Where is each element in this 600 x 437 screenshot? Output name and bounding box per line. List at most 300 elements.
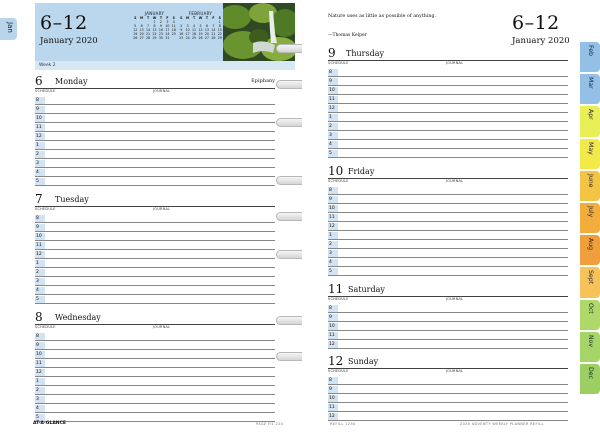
mini-calendar-date: 24 xyxy=(165,32,170,36)
hour-row[interactable] xyxy=(35,359,275,368)
hour-cell xyxy=(35,369,45,376)
month-tab-label: May xyxy=(587,141,594,155)
hour-label: 11 xyxy=(36,125,42,130)
hour-label: 5 xyxy=(36,179,39,184)
hour-label: 10 xyxy=(36,352,42,357)
hour-cell xyxy=(35,115,45,122)
month-tab-may[interactable] xyxy=(580,139,600,169)
hour-row[interactable] xyxy=(328,331,568,340)
mini-calendar-date: 22 xyxy=(152,32,157,36)
month-tab-nov[interactable] xyxy=(580,332,600,362)
hour-row[interactable] xyxy=(35,168,275,177)
month-tab-oct[interactable] xyxy=(580,300,600,330)
journal-header: JOURNAL xyxy=(153,207,171,211)
hour-cell xyxy=(328,187,338,194)
schedule-header: SCHEDULE xyxy=(328,179,349,183)
journal-header: JOURNAL xyxy=(153,325,171,329)
mini-calendar-date: 10 xyxy=(165,24,170,28)
hour-cell xyxy=(328,141,338,148)
hour-row[interactable] xyxy=(328,77,568,86)
hour-row[interactable] xyxy=(35,377,275,386)
day-name: Friday xyxy=(348,167,375,176)
hour-row[interactable] xyxy=(328,403,568,412)
month-tab-july[interactable] xyxy=(580,203,600,233)
mini-calendar-date: 18 xyxy=(171,28,176,32)
hour-cell xyxy=(328,105,338,112)
hour-label: 12 xyxy=(329,106,335,111)
hour-label: 10 xyxy=(36,234,42,239)
month-tab-mar[interactable] xyxy=(580,74,600,104)
hour-cell xyxy=(35,342,45,349)
mini-calendar-date: 14 xyxy=(211,28,216,32)
hour-cell xyxy=(35,351,45,358)
week-range-right: 6–12 xyxy=(512,12,560,34)
hour-rows xyxy=(328,68,568,158)
journal-header: JOURNAL xyxy=(153,89,171,93)
mini-calendar-weekday: F xyxy=(166,16,169,20)
month-tab-label: Aug xyxy=(587,238,594,251)
holiday-label: Epiphany xyxy=(251,78,275,84)
hour-cell xyxy=(328,413,338,420)
footer-note-right: 2020 ADVENTY WEEKLY PLANNER REFILL xyxy=(460,422,544,426)
month-tab-label: July xyxy=(587,206,594,218)
mini-calendar-title: JANUARY xyxy=(144,11,165,16)
hour-label: 8 xyxy=(329,188,332,193)
mini-calendar-weekday: T xyxy=(159,16,163,20)
week-label-strip xyxy=(35,61,295,70)
hour-label: 9 xyxy=(329,79,332,84)
mini-calendar-date: 4 xyxy=(193,24,196,28)
quote-text: Nature uses as little as possible of anything. xyxy=(328,14,437,19)
mini-calendar-date: 9 xyxy=(159,24,162,28)
hour-row[interactable] xyxy=(328,122,568,131)
hour-cell xyxy=(328,377,338,384)
hour-row[interactable] xyxy=(328,412,568,421)
month-tab-june[interactable] xyxy=(580,171,600,201)
hour-row[interactable] xyxy=(35,395,275,404)
footer-code-right: REFILL 1234 xyxy=(330,422,356,426)
mini-calendar-date: 24 xyxy=(185,36,190,40)
hour-row[interactable] xyxy=(328,195,568,204)
hour-cell xyxy=(328,205,338,212)
mini-calendar-weekday: S xyxy=(134,16,137,20)
hour-cell xyxy=(35,160,45,167)
month-tab-dec[interactable] xyxy=(580,364,600,394)
hour-row[interactable] xyxy=(328,267,568,276)
month-tab-feb[interactable] xyxy=(580,42,600,72)
mini-calendar-date: 3 xyxy=(166,20,169,24)
hour-row[interactable] xyxy=(35,259,275,268)
hour-label: 11 xyxy=(329,97,335,102)
mini-calendar-weekday: T xyxy=(205,16,209,20)
mini-calendar-date: 4 xyxy=(172,20,175,24)
mini-calendar-date: 11 xyxy=(192,28,197,32)
journal-header: JOURNAL xyxy=(446,61,464,65)
mini-calendar-date: 10 xyxy=(185,28,190,32)
hour-cell xyxy=(328,341,338,348)
hour-row[interactable] xyxy=(328,213,568,222)
hour-label: 10 xyxy=(329,396,335,401)
journal-header: JOURNAL xyxy=(446,369,464,373)
month-tab-label: Jan xyxy=(6,22,14,33)
month-tab-aug[interactable] xyxy=(580,235,600,265)
hour-label: 3 xyxy=(329,133,332,138)
month-tab-label: Sept xyxy=(587,270,594,285)
hour-row[interactable] xyxy=(328,340,568,349)
month-tab-label: Feb xyxy=(587,45,594,56)
hour-row[interactable] xyxy=(35,232,275,241)
column-headers xyxy=(328,369,568,373)
mini-calendar-date: 5 xyxy=(199,24,202,28)
hour-cell xyxy=(328,114,338,121)
mini-calendar-date: 25 xyxy=(171,32,176,36)
mini-calendar-date: 2 xyxy=(180,24,183,28)
mini-calendar-date: 17 xyxy=(185,32,190,36)
mini-calendar-weekday: W xyxy=(198,16,203,20)
mini-calendar-date: 12 xyxy=(133,28,138,32)
day-name: Tuesday xyxy=(55,195,89,204)
hour-label: 4 xyxy=(329,142,332,147)
hour-row[interactable] xyxy=(328,258,568,267)
hour-label: 4 xyxy=(329,260,332,265)
schedule-header: SCHEDULE xyxy=(328,297,349,301)
hour-rows xyxy=(35,96,275,186)
hour-cell xyxy=(35,414,45,421)
hour-row[interactable] xyxy=(35,114,275,123)
mini-calendar-date: 1 xyxy=(153,20,156,24)
mini-calendar-date: 27 xyxy=(204,36,209,40)
hour-cell xyxy=(328,69,338,76)
schedule-header: SCHEDULE xyxy=(35,207,56,211)
mini-calendar-date: 13 xyxy=(139,28,144,32)
hour-row[interactable] xyxy=(328,104,568,113)
month-tab-label: Apr xyxy=(587,109,594,121)
month-year-left: January 2020 xyxy=(40,36,98,46)
hour-label: 12 xyxy=(329,414,335,419)
hour-cell xyxy=(328,268,338,275)
mini-calendar-weekday: T xyxy=(146,16,150,20)
hour-cell xyxy=(35,333,45,340)
hour-row[interactable] xyxy=(328,304,568,313)
hour-label: 11 xyxy=(329,405,335,410)
hour-cell xyxy=(35,169,45,176)
hour-row[interactable] xyxy=(35,105,275,114)
hour-row[interactable] xyxy=(328,131,568,140)
week-label: Week 2 xyxy=(39,63,56,68)
hour-cell xyxy=(35,387,45,394)
hour-label: 9 xyxy=(36,107,39,112)
column-headers xyxy=(328,61,568,65)
hour-label: 10 xyxy=(329,206,335,211)
hour-row[interactable] xyxy=(35,413,275,422)
hour-cell xyxy=(328,232,338,239)
journal-header: JOURNAL xyxy=(446,297,464,301)
mini-calendar-date: 6 xyxy=(205,24,208,28)
hour-cell xyxy=(328,223,338,230)
mini-calendar-date xyxy=(171,36,177,40)
hour-label: 11 xyxy=(36,243,42,248)
mini-calendar-date: 26 xyxy=(133,36,138,40)
hour-label: 2 xyxy=(36,270,39,275)
hour-row[interactable] xyxy=(328,231,568,240)
schedule-header: SCHEDULE xyxy=(328,61,349,65)
day-number: 9 xyxy=(328,46,336,60)
hour-cell xyxy=(328,250,338,257)
hour-label: 4 xyxy=(36,406,39,411)
mini-calendar-date: 19 xyxy=(133,32,138,36)
mini-calendar-date: 8 xyxy=(218,24,221,28)
hour-label: 1 xyxy=(36,379,39,384)
mini-calendar-date: 28 xyxy=(211,36,216,40)
hour-label: 2 xyxy=(36,388,39,393)
hour-row[interactable] xyxy=(35,141,275,150)
mini-calendar-date: 27 xyxy=(139,36,144,40)
mini-calendar-date: 15 xyxy=(217,28,222,32)
hour-cell xyxy=(328,259,338,266)
hour-label: 3 xyxy=(36,161,39,166)
hour-cell xyxy=(328,323,338,330)
mini-calendar-date: 5 xyxy=(134,24,137,28)
hour-row[interactable] xyxy=(35,250,275,259)
hour-label: 5 xyxy=(36,297,39,302)
hour-row[interactable] xyxy=(35,268,275,277)
hour-cell xyxy=(35,124,45,131)
hour-label: 3 xyxy=(36,397,39,402)
day-number: 8 xyxy=(35,310,43,324)
column-headers xyxy=(35,325,275,329)
mini-calendar-date: 16 xyxy=(179,32,184,36)
hour-row[interactable] xyxy=(328,140,568,149)
hour-cell xyxy=(328,241,338,248)
hour-row[interactable] xyxy=(35,368,275,377)
hour-row[interactable] xyxy=(328,313,568,322)
hour-label: 9 xyxy=(36,225,39,230)
quote-author: —Thomas Kelper xyxy=(328,33,367,38)
mini-calendar-date: 23 xyxy=(158,32,163,36)
hour-cell xyxy=(35,251,45,258)
hour-label: 10 xyxy=(329,88,335,93)
mini-calendar-date: 30 xyxy=(158,36,163,40)
day-name: Thursday xyxy=(346,49,384,58)
column-headers xyxy=(328,179,568,183)
hour-label: 8 xyxy=(36,334,39,339)
hour-row[interactable] xyxy=(328,376,568,385)
hour-row[interactable] xyxy=(328,204,568,213)
mini-calendar-weekday: S xyxy=(218,16,221,20)
mini-calendar-date: 17 xyxy=(165,28,170,32)
mini-calendar-date: 29 xyxy=(152,36,157,40)
hour-row[interactable] xyxy=(328,68,568,77)
mini-calendar-grid xyxy=(178,16,223,40)
mini-calendar-date: 3 xyxy=(186,24,189,28)
hour-row[interactable] xyxy=(328,186,568,195)
hour-row[interactable] xyxy=(35,214,275,223)
month-tab-label: Nov xyxy=(587,334,594,347)
hour-cell xyxy=(328,150,338,157)
hour-label: 8 xyxy=(329,70,332,75)
hour-cell xyxy=(35,97,45,104)
mini-calendar-date: 9 xyxy=(180,28,183,32)
day-number: 12 xyxy=(328,354,344,368)
hour-row[interactable] xyxy=(328,95,568,104)
hour-cell xyxy=(328,214,338,221)
hour-cell xyxy=(35,396,45,403)
mini-calendar-date: 15 xyxy=(152,28,157,32)
hour-label: 1 xyxy=(329,233,332,238)
hour-row[interactable] xyxy=(328,385,568,394)
hour-label: 1 xyxy=(36,261,39,266)
hour-row[interactable] xyxy=(328,113,568,122)
hour-row[interactable] xyxy=(35,404,275,413)
mini-calendar-date: 31 xyxy=(165,36,170,40)
brand-logo: AT-A-GLANCE xyxy=(33,421,66,426)
mini-calendar-date: 19 xyxy=(198,32,203,36)
hour-row[interactable] xyxy=(35,277,275,286)
schedule-header: SCHEDULE xyxy=(35,325,56,329)
hour-rows xyxy=(35,214,275,304)
column-headers xyxy=(35,89,275,93)
mini-calendar-date: 18 xyxy=(192,32,197,36)
hour-row[interactable] xyxy=(35,241,275,250)
hour-rows xyxy=(328,376,568,421)
mini-calendar-title: FEBRUARY xyxy=(188,11,213,16)
hour-label: 12 xyxy=(329,342,335,347)
hour-label: 5 xyxy=(36,415,39,420)
hour-row[interactable] xyxy=(35,286,275,295)
column-headers xyxy=(328,297,568,301)
hour-row[interactable] xyxy=(35,386,275,395)
month-tab-jan[interactable] xyxy=(0,18,17,40)
hour-label: 3 xyxy=(36,279,39,284)
hour-label: 9 xyxy=(329,197,332,202)
hour-cell xyxy=(35,296,45,303)
hour-cell xyxy=(328,404,338,411)
hour-label: 10 xyxy=(329,324,335,329)
mini-calendar-date: 22 xyxy=(217,32,222,36)
hour-row[interactable] xyxy=(328,222,568,231)
hour-cell xyxy=(35,142,45,149)
week-range-left: 6–12 xyxy=(40,12,88,34)
hour-label: 8 xyxy=(329,378,332,383)
hour-row[interactable] xyxy=(35,96,275,105)
hour-label: 12 xyxy=(36,134,42,139)
hour-row[interactable] xyxy=(328,86,568,95)
mini-calendar-date: 28 xyxy=(146,36,151,40)
mini-calendar-date: 21 xyxy=(211,32,216,36)
hour-row[interactable] xyxy=(35,177,275,186)
mini-calendar-january xyxy=(132,11,177,40)
hour-label: 8 xyxy=(36,216,39,221)
mini-calendar-date: 16 xyxy=(158,28,163,32)
mini-calendar-date: 8 xyxy=(153,24,156,28)
mini-calendar-weekday: M xyxy=(186,16,190,20)
hour-row[interactable] xyxy=(35,123,275,132)
hour-label: 8 xyxy=(36,98,39,103)
journal-header: JOURNAL xyxy=(446,179,464,183)
hour-cell xyxy=(328,87,338,94)
footer-code-left: PAGE FIL 220 xyxy=(256,422,284,426)
day-number: 6 xyxy=(35,74,43,88)
hour-cell xyxy=(35,360,45,367)
hour-cell xyxy=(35,278,45,285)
hour-cell xyxy=(35,242,45,249)
hour-label: 12 xyxy=(36,252,42,257)
hour-row[interactable] xyxy=(328,249,568,258)
hour-label: 10 xyxy=(36,116,42,121)
hour-row[interactable] xyxy=(328,394,568,403)
hour-cell xyxy=(35,133,45,140)
hour-cell xyxy=(35,378,45,385)
hour-cell xyxy=(328,395,338,402)
hour-cell xyxy=(35,178,45,185)
day-name: Wednesday xyxy=(55,313,101,322)
hour-row[interactable] xyxy=(35,223,275,232)
hour-row[interactable] xyxy=(35,295,275,304)
day-name: Monday xyxy=(55,77,88,86)
hour-cell xyxy=(35,215,45,222)
mini-calendar-date: 26 xyxy=(198,36,203,40)
hour-rows xyxy=(35,332,275,422)
hour-label: 4 xyxy=(36,288,39,293)
mini-calendar-weekday: F xyxy=(212,16,215,20)
hour-rows xyxy=(328,186,568,276)
hour-label: 11 xyxy=(329,333,335,338)
month-tab-apr[interactable] xyxy=(580,106,600,136)
mini-calendar-date: 23 xyxy=(179,36,184,40)
mini-calendar-date: 20 xyxy=(204,32,209,36)
hour-label: 4 xyxy=(36,170,39,175)
hour-row[interactable] xyxy=(35,150,275,159)
hour-row[interactable] xyxy=(35,332,275,341)
hour-label: 2 xyxy=(329,242,332,247)
hour-label: 2 xyxy=(329,124,332,129)
mini-calendar-weekday: W xyxy=(152,16,157,20)
hour-row[interactable] xyxy=(328,240,568,249)
month-tab-sept[interactable] xyxy=(580,267,600,297)
hour-cell xyxy=(328,78,338,85)
hour-label: 9 xyxy=(329,315,332,320)
month-tab-label: Oct xyxy=(587,302,594,314)
mini-calendar-weekday: S xyxy=(180,16,183,20)
column-headers xyxy=(35,207,275,211)
hour-cell xyxy=(35,233,45,240)
hour-row[interactable] xyxy=(328,149,568,158)
hour-row[interactable] xyxy=(35,159,275,168)
hour-label: 9 xyxy=(329,387,332,392)
mini-calendar-date: 12 xyxy=(198,28,203,32)
hour-label: 3 xyxy=(329,251,332,256)
hour-row[interactable] xyxy=(35,350,275,359)
mini-calendar-date: 7 xyxy=(212,24,215,28)
hour-cell xyxy=(328,314,338,321)
hour-row[interactable] xyxy=(35,132,275,141)
hour-row[interactable] xyxy=(35,341,275,350)
day-number: 11 xyxy=(328,282,344,296)
mini-calendar-date: 21 xyxy=(146,32,151,36)
hour-cell xyxy=(328,305,338,312)
hour-label: 5 xyxy=(329,151,332,156)
hour-cell xyxy=(328,196,338,203)
hour-cell xyxy=(35,287,45,294)
mini-calendar-date: 20 xyxy=(139,32,144,36)
mini-calendar-weekday: T xyxy=(192,16,196,20)
mini-calendar-date: 6 xyxy=(140,24,143,28)
hour-cell xyxy=(328,96,338,103)
mini-calendar-date: 2 xyxy=(159,20,162,24)
hour-row[interactable] xyxy=(328,322,568,331)
hour-cell xyxy=(35,151,45,158)
mini-calendar-date: 25 xyxy=(192,36,197,40)
